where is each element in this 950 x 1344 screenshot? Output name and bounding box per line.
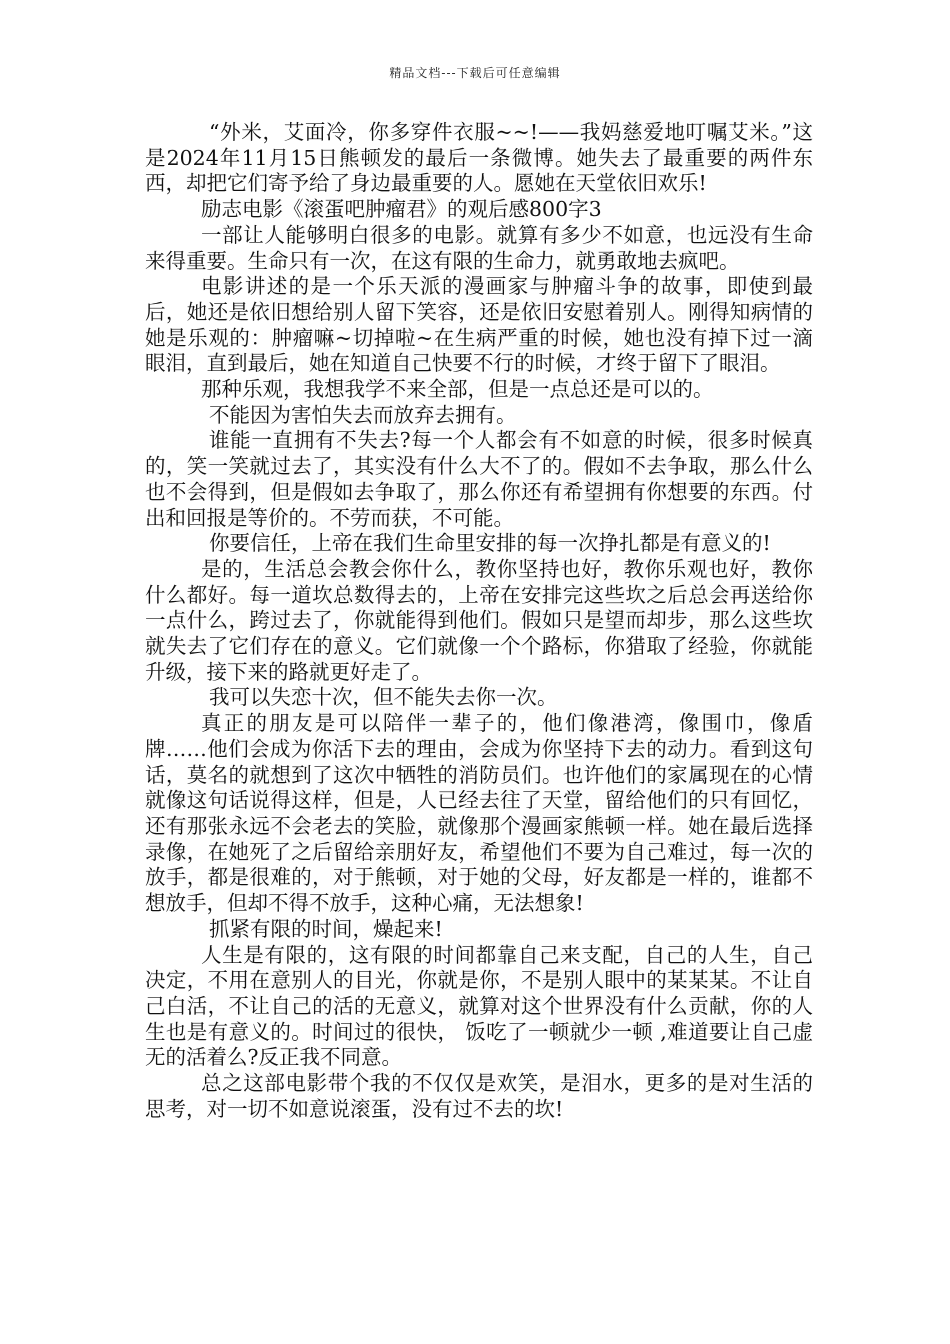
paragraph-optimism: 那种乐观，我想我学不来全部，但是一点总还是可以的。 bbox=[201, 377, 714, 402]
page-header: 精品文档---下载后可任意编辑 bbox=[389, 66, 561, 80]
paragraph-conclusion: 总之这部电影带个我的不仅仅是欢笑，是泪水，更多的是对生活的思考，对一切不如意说滚蛋，没有过不去的坎! bbox=[145, 1071, 813, 1121]
heading-limited-time: 抓紧有限的时间，燥起来! bbox=[209, 916, 443, 941]
paragraph-life-limited: 人生是有限的，这有限的时间都靠自己来支配，自己的人生，自己决定，不用在意别人的目光，你就是你，不是别人眼中的某某某。不让自己白活，不让自己的活的无意义，就算对这个世界没有什么贡献，你的人生也是有意义的。时间过的很快， 饭吃了一顿就少一顿 ,难道要让自己虚无的活着么?反正我不同意。 bbox=[145, 942, 813, 1070]
heading-lose-you: 我可以失恋十次，但不能失去你一次。 bbox=[209, 685, 558, 710]
section-title: 励志电影《滚蛋吧肿瘤君》的观后感800字3 bbox=[201, 197, 602, 222]
paragraph-weibo-quote: “外米，艾面冷，你多穿件衣服~~!——我妈慈爱地叮嘱艾米。”这是2024年11月15日熊顿发的最后一条微博。她失去了最重要的两件东西，却把它们寄予给了身边最重要的人。愿她在天堂依旧欢乐! bbox=[145, 120, 813, 196]
paragraph-life-teaches: 是的，生活总会教会你什么，教你坚持也好，教你乐观也好，教你什么都好。每一道坎总数得去的，上帝在安排完这些坎之后总会再送给你一点什么，跨过去了，你就能得到他们。假如只是望而却步，那么这些坎就失去了它们存在的意义。它们就像一个个路标，你猎取了经验，你就能升级，接下来的路就更好走了。 bbox=[145, 556, 813, 684]
paragraph-intro: 一部让人能够明白很多的电影。就算有多少不如意，也远没有生命来得重要。生命只有一次，在这有限的生命力，就勇敢地去疯吧。 bbox=[145, 222, 813, 273]
paragraph-story: 电影讲述的是一个乐天派的漫画家与肿瘤斗争的故事，即使到最后，她还是依旧想给别人留下笑容，还是依旧安慰着别人。刚得知病情的她是乐观的：肿瘤嘛~切掉啦~在生病严重的时候，她也没有掉下过一滴眼泪，直到最后，她在知道自己快要不行的时候，才终于留下了眼泪。 bbox=[145, 274, 813, 376]
paragraph-strive: 谁能一直拥有不失去?每一个人都会有不如意的时候，很多时候真的，笑一笑就过去了，其实没有什么大不了的。假如不去争取，那么什么也不会得到，但是假如去争取了，那么你还有希望拥有你想要的东西。付出和回报是等价的。不劳而获，不可能。 bbox=[145, 428, 813, 530]
paragraph-true-friends: 真正的朋友是可以陪伴一辈子的，他们像港湾，像围巾，像盾牌……他们会成为你活下去的理由，会成为你坚持下去的动力。看到这句话，莫名的就想到了这次中牺牲的消防员们。也许他们的家属现在的心情就像这句话说得这样，但是，人已经去往了天堂，留给他们的只有回忆，还有那张永远不会老去的笑脸，就像那个漫画家熊顿一样。她在最后选择录像，在她死了之后留给亲朋好友，希望他们不要为自己难过，每一次的放手，都是很难的，对于熊顿，对于她的父母，好友都是一样的，谁都不想放手，但却不得不放手，这种心痛，无法想象! bbox=[145, 711, 813, 916]
heading-trust: 你要信任，上帝在我们生命里安排的每一次挣扎都是有意义的! bbox=[209, 531, 771, 556]
document-body bbox=[145, 120, 813, 1122]
heading-dont-fear-loss: 不能因为害怕失去而放弃去拥有。 bbox=[209, 402, 517, 427]
